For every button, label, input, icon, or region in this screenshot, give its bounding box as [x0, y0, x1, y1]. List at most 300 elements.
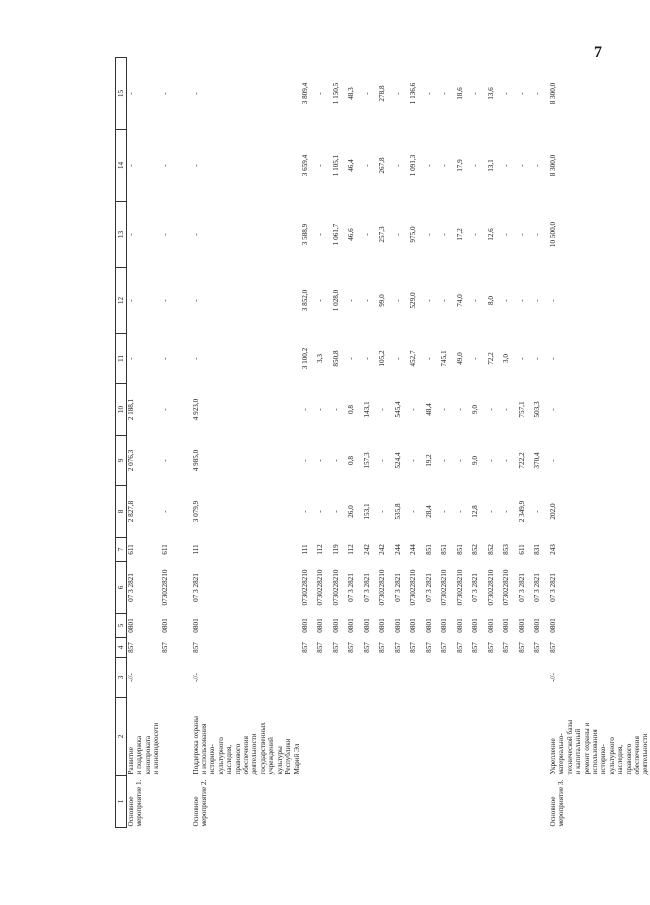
cell-text: 19,2 [424, 454, 433, 467]
table-cell [425, 384, 441, 436]
cell-text: - [502, 233, 511, 236]
table-cell [440, 658, 456, 698]
cell-text: - [424, 164, 433, 167]
cell-text: 857 [409, 642, 418, 653]
table-cell [533, 614, 549, 638]
table-cell [533, 562, 549, 614]
cell-text: 857 [300, 642, 309, 653]
table-cell [161, 384, 177, 436]
cell-text: 851 [424, 544, 433, 555]
cell-text: 143,1 [362, 401, 371, 418]
cell-text: 07 3 2821 [191, 573, 200, 602]
cell-text: 0801 [331, 618, 340, 633]
table-cell [471, 58, 487, 130]
table-cell [127, 638, 161, 658]
cell-text: 8 300,0 [548, 82, 557, 105]
table-cell [394, 776, 410, 828]
table-cell [378, 486, 394, 538]
cell-text: 8,0 [486, 296, 495, 305]
table-cell [518, 698, 534, 776]
table-cell [394, 698, 410, 776]
table-cell [316, 776, 332, 828]
cell-text: 857 [517, 642, 526, 653]
cell-text: - [191, 92, 200, 95]
table-cell [176, 562, 192, 614]
table-cell [176, 334, 192, 384]
table-cell [549, 776, 650, 828]
table-cell [347, 776, 363, 828]
table-cell [332, 436, 348, 486]
table-cell [378, 436, 394, 486]
cell-text: 611 [127, 544, 135, 555]
table-row [378, 58, 394, 828]
table-cell [332, 486, 348, 538]
table-cell [316, 334, 332, 384]
table-cell [456, 334, 472, 384]
table-cell [471, 538, 487, 562]
table-cell [347, 202, 363, 268]
table-cell [332, 384, 348, 436]
cell-text: 07 3 2821 [548, 573, 557, 602]
cell-text: - [471, 164, 480, 167]
table-cell [549, 638, 650, 658]
table-cell [363, 268, 379, 334]
table-cell [487, 638, 503, 658]
cell-text: - [362, 164, 371, 167]
cell-text: - [316, 510, 325, 513]
table-cell [456, 614, 472, 638]
table-cell [440, 638, 456, 658]
cell-text: - [424, 357, 433, 360]
cell-text: 0730228210 [331, 569, 340, 606]
cell-text: 0801 [160, 618, 169, 633]
table-row [487, 58, 503, 828]
cell-text: 99,0 [378, 294, 387, 307]
cell-text: 857 [455, 642, 464, 653]
table-cell [347, 130, 363, 202]
table-cell [425, 614, 441, 638]
table-cell [127, 130, 161, 202]
cell-text: - [393, 299, 402, 302]
cell-text: 529,0 [409, 292, 418, 309]
table-cell [192, 538, 301, 562]
table-cell [425, 638, 441, 658]
cell-text: - [548, 459, 557, 462]
table-cell [363, 130, 379, 202]
cell-text: 243 [548, 544, 557, 555]
table-cell [502, 776, 518, 828]
table-row [533, 58, 549, 828]
cell-text: 0801 [517, 618, 526, 633]
table-cell [347, 268, 363, 334]
cell-text: 0801 [471, 618, 480, 633]
table-cell [192, 202, 301, 268]
cell-text: - [127, 233, 135, 236]
table-cell [316, 436, 332, 486]
cell-text: 3 100,2 [300, 347, 309, 370]
cell-text: - [160, 357, 169, 360]
cell-text: - [486, 459, 495, 462]
cell-text: - [502, 92, 511, 95]
cell-text: 0730228210 [502, 569, 511, 606]
table-cell [161, 202, 177, 268]
table-row [440, 58, 456, 828]
table-cell [518, 562, 534, 614]
table-cell [518, 268, 534, 334]
table-cell [161, 638, 177, 658]
table-cell [347, 384, 363, 436]
table-cell [487, 436, 503, 486]
table-cell [378, 776, 394, 828]
cell-text: 0730228210 [316, 569, 325, 606]
cell-text: 278,8 [378, 85, 387, 102]
table-cell [502, 436, 518, 486]
cell-text: - [424, 299, 433, 302]
cell-text: - [362, 233, 371, 236]
cell-text: - [548, 299, 557, 302]
cell-text: Основное мероприятие 3. [548, 779, 566, 827]
table-cell [409, 436, 425, 486]
table-cell [440, 334, 456, 384]
cell-text: - [347, 357, 356, 360]
cell-text: 0801 [486, 618, 495, 633]
table-cell [176, 384, 192, 436]
cell-text: 0730228210 [300, 569, 309, 606]
table-cell [363, 614, 379, 638]
cell-text: - [331, 408, 340, 411]
table-cell [440, 436, 456, 486]
table-cell [301, 776, 317, 828]
table-cell [409, 58, 425, 130]
cell-text: - [127, 164, 135, 167]
cell-text: - [455, 510, 464, 513]
table-cell [456, 384, 472, 436]
table-cell [316, 658, 332, 698]
table-cell [471, 698, 487, 776]
cell-text: - [517, 299, 526, 302]
cell-text: Основное мероприятие 1. [127, 779, 144, 827]
cell-text: 267,8 [378, 157, 387, 174]
table-row [176, 58, 192, 828]
cell-text: 722,2 [517, 452, 526, 469]
table-cell [363, 334, 379, 384]
table-cell [440, 202, 456, 268]
table-cell [161, 658, 177, 698]
table-cell [394, 130, 410, 202]
cell-text: 242 [378, 544, 387, 555]
cell-text: - [191, 357, 200, 360]
table-cell [363, 486, 379, 538]
cell-text: 0801 [300, 618, 309, 633]
cell-text: - [533, 233, 542, 236]
table-cell [347, 658, 363, 698]
cell-text: 202,0 [548, 503, 557, 520]
table-cell [440, 562, 456, 614]
cell-text: - [393, 92, 402, 95]
cell-text: 18,6 [455, 87, 464, 100]
table-cell [378, 202, 394, 268]
table-cell [394, 638, 410, 658]
cell-text: 26,0 [347, 505, 356, 518]
table-cell [301, 130, 317, 202]
table-cell [533, 130, 549, 202]
column-header: 15 [116, 58, 127, 130]
cell-text: - [502, 299, 511, 302]
table-cell [456, 538, 472, 562]
cell-text: 4 985,0 [191, 449, 200, 472]
table-cell [471, 562, 487, 614]
table-cell [518, 130, 534, 202]
table-cell [533, 776, 549, 828]
table-cell [456, 638, 472, 658]
cell-text: - [424, 92, 433, 95]
table-cell [409, 538, 425, 562]
table-cell [518, 384, 534, 436]
table-cell [316, 486, 332, 538]
table-cell [127, 698, 161, 776]
cell-text: 0730228210 [409, 569, 418, 606]
table-cell [176, 538, 192, 562]
cell-text: 831 [533, 544, 542, 555]
table-cell [301, 658, 317, 698]
table-cell [161, 334, 177, 384]
cell-text: - [471, 357, 480, 360]
cell-text: 857 [160, 642, 169, 653]
table-cell [549, 334, 650, 384]
table-cell [301, 614, 317, 638]
cell-text: - [191, 164, 200, 167]
table-cell [176, 614, 192, 638]
table-cell [487, 486, 503, 538]
cell-text: - [127, 299, 135, 302]
table-cell [378, 58, 394, 130]
table-cell [301, 202, 317, 268]
table-cell [363, 538, 379, 562]
cell-text: 242 [362, 544, 371, 555]
cell-text: - [486, 408, 495, 411]
table-cell [549, 658, 650, 698]
cell-text: - [424, 233, 433, 236]
cell-text: 0801 [191, 618, 200, 633]
table-cell [471, 638, 487, 658]
table-cell [316, 268, 332, 334]
table-cell [456, 268, 472, 334]
table-cell [316, 638, 332, 658]
table-cell [347, 638, 363, 658]
table-cell [363, 698, 379, 776]
table-cell [176, 776, 192, 828]
table-cell [316, 58, 332, 130]
cell-text: 0801 [455, 618, 464, 633]
table-cell [502, 638, 518, 658]
cell-text: - [409, 408, 418, 411]
table-cell [363, 202, 379, 268]
table-cell [456, 658, 472, 698]
cell-text: - [300, 459, 309, 462]
cell-text: 48,3 [347, 87, 356, 100]
table-row [301, 58, 317, 828]
cell-text: - [300, 510, 309, 513]
table-cell [409, 614, 425, 638]
table-cell [316, 202, 332, 268]
cell-text: -//- [127, 673, 135, 682]
table-cell [161, 130, 177, 202]
table-cell [378, 638, 394, 658]
table-cell [347, 58, 363, 130]
cell-text: 545,4 [393, 401, 402, 418]
table-cell [502, 202, 518, 268]
column-header: 6 [116, 562, 127, 614]
table-cell [176, 658, 192, 698]
cell-text: 1 061,7 [331, 223, 340, 246]
table-cell [456, 486, 472, 538]
cell-text: - [160, 164, 169, 167]
cell-text: 857 [502, 642, 511, 653]
cell-text: - [160, 408, 169, 411]
table-cell [456, 776, 472, 828]
table-cell [409, 486, 425, 538]
table-cell [316, 538, 332, 562]
table-row [332, 58, 348, 828]
table-cell [471, 202, 487, 268]
table-cell [440, 58, 456, 130]
table-cell [192, 58, 301, 130]
cell-text: 857 [127, 642, 135, 653]
table-cell [161, 58, 177, 130]
table-cell [161, 268, 177, 334]
table-cell [378, 658, 394, 698]
cell-text: 2 188,1 [127, 398, 135, 421]
table-row [456, 58, 472, 828]
table-cell [518, 658, 534, 698]
table-cell [518, 776, 534, 828]
table-cell [176, 486, 192, 538]
cell-text: 07 3 2821 [393, 573, 402, 602]
cell-text: 07 3 2821 [424, 573, 433, 602]
cell-text: 3,3 [316, 354, 325, 363]
table-cell [425, 202, 441, 268]
cell-text: 3 852,0 [300, 289, 309, 312]
cell-text: 153,1 [362, 503, 371, 520]
cell-text: - [502, 408, 511, 411]
cell-text: - [331, 459, 340, 462]
table-cell [316, 562, 332, 614]
cell-text: - [517, 164, 526, 167]
table-cell [533, 334, 549, 384]
table-cell [363, 562, 379, 614]
table-cell [471, 776, 487, 828]
table-cell [394, 334, 410, 384]
cell-text: - [533, 92, 542, 95]
table-cell [127, 436, 161, 486]
table-cell [394, 384, 410, 436]
column-header: 11 [116, 334, 127, 384]
cell-text: 48,4 [424, 403, 433, 416]
table-cell [332, 638, 348, 658]
cell-text: - [533, 510, 542, 513]
table-cell [533, 436, 549, 486]
table-cell [502, 614, 518, 638]
cell-text: 851 [455, 544, 464, 555]
cell-text: - [160, 299, 169, 302]
budget-table [115, 57, 650, 828]
table-cell [409, 202, 425, 268]
cell-text: - [160, 459, 169, 462]
cell-text: - [533, 357, 542, 360]
cell-text: 535,8 [393, 503, 402, 520]
cell-text: 07 3 2821 [517, 573, 526, 602]
table-cell [161, 614, 177, 638]
table-cell [332, 130, 348, 202]
column-header: 10 [116, 384, 127, 436]
table-cell [502, 538, 518, 562]
table-cell [487, 58, 503, 130]
table-cell [192, 436, 301, 486]
cell-text: - [362, 299, 371, 302]
table-cell [518, 202, 534, 268]
cell-text: 13,1 [486, 159, 495, 172]
cell-text: - [160, 510, 169, 513]
table-cell [456, 436, 472, 486]
cell-text: 851 [440, 544, 449, 555]
cell-text: 611 [160, 544, 169, 555]
cell-text: 9,0 [471, 456, 480, 465]
cell-text: 1 091,3 [409, 154, 418, 177]
table-cell [440, 776, 456, 828]
table-cell [425, 436, 441, 486]
cell-text: - [378, 408, 387, 411]
cell-text: 745,1 [440, 350, 449, 367]
table-cell [332, 614, 348, 638]
table-cell [471, 268, 487, 334]
table-cell [425, 486, 441, 538]
cell-text: 0801 [548, 618, 557, 633]
table-cell [440, 486, 456, 538]
column-header: 9 [116, 436, 127, 486]
cell-text: 07 3 2821 [533, 573, 542, 602]
table-cell [301, 486, 317, 538]
cell-text: 857 [362, 642, 371, 653]
cell-text: 8 300,0 [548, 154, 557, 177]
cell-text: - [440, 233, 449, 236]
cell-text: - [533, 164, 542, 167]
table-cell [549, 436, 650, 486]
table-cell [347, 562, 363, 614]
table-cell [502, 486, 518, 538]
table-row [425, 58, 441, 828]
cell-text: 857 [331, 642, 340, 653]
column-header: 12 [116, 268, 127, 334]
cell-text: - [160, 92, 169, 95]
table-cell [347, 436, 363, 486]
table-cell [518, 538, 534, 562]
cell-text: 244 [409, 544, 418, 555]
table-cell [487, 334, 503, 384]
table-cell [502, 562, 518, 614]
table-cell [487, 614, 503, 638]
table-cell [487, 776, 503, 828]
table-cell [502, 268, 518, 334]
table-cell [471, 486, 487, 538]
table-row [161, 58, 177, 828]
table-cell [549, 130, 650, 202]
table-cell [487, 202, 503, 268]
cell-text: 244 [393, 544, 402, 555]
cell-text: 852 [471, 544, 480, 555]
table-cell [363, 384, 379, 436]
table-cell [549, 538, 650, 562]
cell-text: -//- [191, 673, 200, 682]
